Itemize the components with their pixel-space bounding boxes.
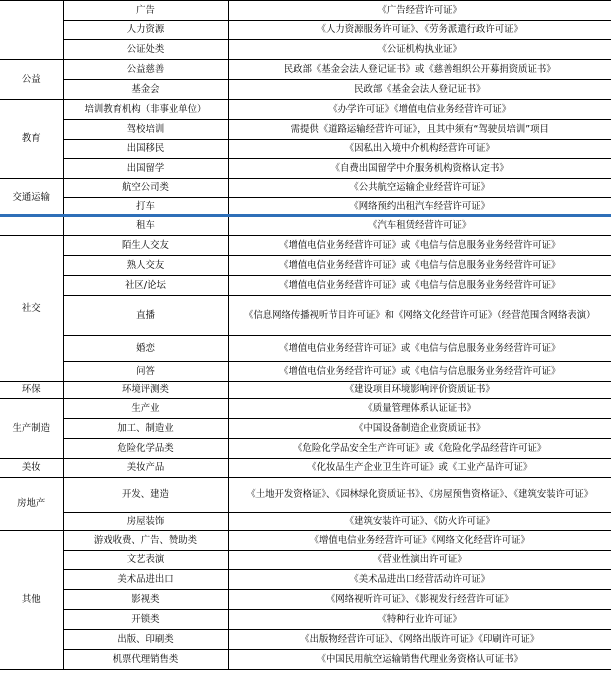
table-row (0, 296, 611, 336)
business-type-cell: 培训教育机构（非事业单位） (63, 100, 228, 120)
certificate-cell: 《汽车租赁经营许可证》 (228, 217, 611, 236)
category-cell: 房地产 (0, 478, 63, 531)
certificate-cell: 《增值电信业务经营许可证》或《电信与信息服务业务经营许可证》 (228, 336, 611, 362)
table-row (0, 513, 611, 531)
business-type-cell: 美术品进出口 (63, 570, 228, 590)
table-row (0, 650, 611, 670)
category-cell: 其他 (0, 531, 63, 670)
business-type-cell: 美妆产品 (63, 459, 228, 478)
business-type-cell: 机票代理销售类 (63, 650, 228, 670)
business-type-cell: 社区/论坛 (63, 276, 228, 296)
business-type-cell: 打车 (63, 198, 228, 217)
business-type-cell: 问答 (63, 362, 228, 382)
business-type-cell: 人力资源 (63, 21, 228, 40)
certificate-cell: 《网络预约出租汽车经营许可证》 (228, 198, 611, 217)
certificate-cell: 《公共航空运输企业经营许可证》 (228, 179, 611, 198)
category-cell: 美妆 (0, 459, 63, 478)
business-type-cell: 航空公司类 (63, 179, 228, 198)
certificate-cell: 《增值电信业务经营许可证》或《电信与信息服务业务经营许可证》 (228, 256, 611, 276)
certificate-cell: 《公证机构执业证》 (228, 40, 611, 60)
business-type-cell: 加工、制造业 (63, 419, 228, 439)
certificate-cell: 需提供《道路运输经营许可证》，且其中须有“驾驶员培训”项目 (228, 120, 611, 140)
certificate-cell: 《中国设备制造企业资质证书》 (228, 419, 611, 439)
table-row (0, 478, 611, 513)
certificate-cell: 《自费出国留学中介服务机构资格认定书》 (228, 159, 611, 179)
table-row (0, 256, 611, 276)
table-row (0, 40, 611, 60)
category-cell (0, 217, 63, 236)
certificate-cell: 《出版物经营许可证》、《网络出版许可证》《印刷许可证》 (228, 630, 611, 650)
certificate-cell: 《危险化学品安全生产许可证》或《危险化学品经营许可证》 (228, 439, 611, 459)
business-type-cell: 直播 (63, 296, 228, 336)
highlight-line (0, 214, 611, 217)
certificate-cell: 《增值电信业务经营许可证》或《电信与信息服务业务经营许可证》 (228, 276, 611, 296)
certificate-cell: 《美术品进出口经营活动许可证》 (228, 570, 611, 590)
table-row (0, 610, 611, 630)
business-type-cell: 环境评测类 (63, 382, 228, 399)
business-type-cell: 公益慈善 (63, 60, 228, 80)
certificate-cell: 《土地开发资格证》、《园林绿化资质证书》、《房屋预售资格证》、《建筑安装许可证》 (228, 478, 611, 513)
category-cell: 生产制造 (0, 399, 63, 459)
certificate-cell: 《办学许可证》《增值电信业务经营许可证》 (228, 100, 611, 120)
business-type-cell: 出国留学 (63, 159, 228, 179)
table-row (0, 531, 611, 551)
certificate-cell: 《广告经营许可证》 (228, 1, 611, 21)
category-cell: 教育 (0, 100, 63, 179)
table-row (0, 419, 611, 439)
business-type-cell: 开锁类 (63, 610, 228, 630)
business-type-cell: 危险化学品类 (63, 439, 228, 459)
table-row (0, 459, 611, 478)
business-type-cell: 影视类 (63, 590, 228, 610)
certificate-cell: 《增值电信业务经营许可证》或《电信与信息服务业务经营许可证》 (228, 236, 611, 256)
category-cell: 环保 (0, 382, 63, 399)
business-type-cell: 出版、印刷类 (63, 630, 228, 650)
table-row (0, 140, 611, 159)
certificate-cell: 民政部《基金会法人登记证书》 (228, 80, 611, 100)
business-type-cell: 熟人交友 (63, 256, 228, 276)
table-row (0, 236, 611, 256)
certificate-cell: 《特种行业许可证》 (228, 610, 611, 630)
category-cell: 公益 (0, 60, 63, 100)
table-row (0, 179, 611, 198)
business-type-cell: 出国移民 (63, 140, 228, 159)
table-row (0, 362, 611, 382)
table-row (0, 60, 611, 80)
business-type-cell: 开发、建造 (63, 478, 228, 513)
business-type-cell: 文艺表演 (63, 551, 228, 570)
certificate-cell: 《营业性演出许可证》 (228, 551, 611, 570)
certificate-cell: 《增值电信业务经营许可证》或《电信与信息服务业务经营许可证》 (228, 362, 611, 382)
table-row (0, 439, 611, 459)
table-row (0, 551, 611, 570)
table-row (0, 80, 611, 100)
business-type-cell: 驾校培训 (63, 120, 228, 140)
category-cell: 社交 (0, 236, 63, 382)
business-type-cell: 生产业 (63, 399, 228, 419)
table-row (0, 570, 611, 590)
business-type-cell: 婚恋 (63, 336, 228, 362)
certificate-cell: 《建筑安装许可证》、《防火许可证》 (228, 513, 611, 531)
certificate-cell: 《化妆品生产企业卫生许可证》或《工业产品许可证》 (228, 459, 611, 478)
table-row (0, 21, 611, 40)
certificate-cell: 《建设项目环境影响评价资质证书》 (228, 382, 611, 399)
table-row (0, 382, 611, 399)
table-row (0, 217, 611, 236)
certificate-cell: 《网络视听许可证》、《影视发行经营许可证》 (228, 590, 611, 610)
table-row (0, 336, 611, 362)
business-type-cell: 广告 (63, 1, 228, 21)
certificate-cell: 《人力资源服务许可证》、《劳务派遣行政许可证》 (228, 21, 611, 40)
table-row (0, 100, 611, 120)
business-type-cell: 租车 (63, 217, 228, 236)
category-cell (0, 1, 63, 60)
certificate-cell: 《因私出入境中介机构经营许可证》 (228, 140, 611, 159)
business-type-cell: 陌生人交友 (63, 236, 228, 256)
certificate-cell: 《信息网络传播视听节目许可证》和《网络文化经营许可证》（经营范围含网络表演） (228, 296, 611, 336)
table-row (0, 276, 611, 296)
table-row (0, 120, 611, 140)
license-table-body (0, 1, 611, 670)
category-cell: 交通运输 (0, 179, 63, 217)
business-type-cell: 游戏收费、广告、赞助类 (63, 531, 228, 551)
business-type-cell: 房屋装饰 (63, 513, 228, 531)
certificate-cell: 民政部《基金会法人登记证书》或《慈善组织公开募捐资质证书》 (228, 60, 611, 80)
certificate-cell: 《增值电信业务经营许可证》《网络文化经营许可证》 (228, 531, 611, 551)
table-row (0, 1, 611, 21)
table-row (0, 630, 611, 650)
business-type-cell: 基金会 (63, 80, 228, 100)
certificate-cell: 《质量管理体系认证证书》 (228, 399, 611, 419)
table-row (0, 159, 611, 179)
certificate-cell: 《中国民用航空运输销售代理业务资格认可证书》 (228, 650, 611, 670)
table-row (0, 590, 611, 610)
table-row (0, 399, 611, 419)
business-type-cell: 公证处类 (63, 40, 228, 60)
